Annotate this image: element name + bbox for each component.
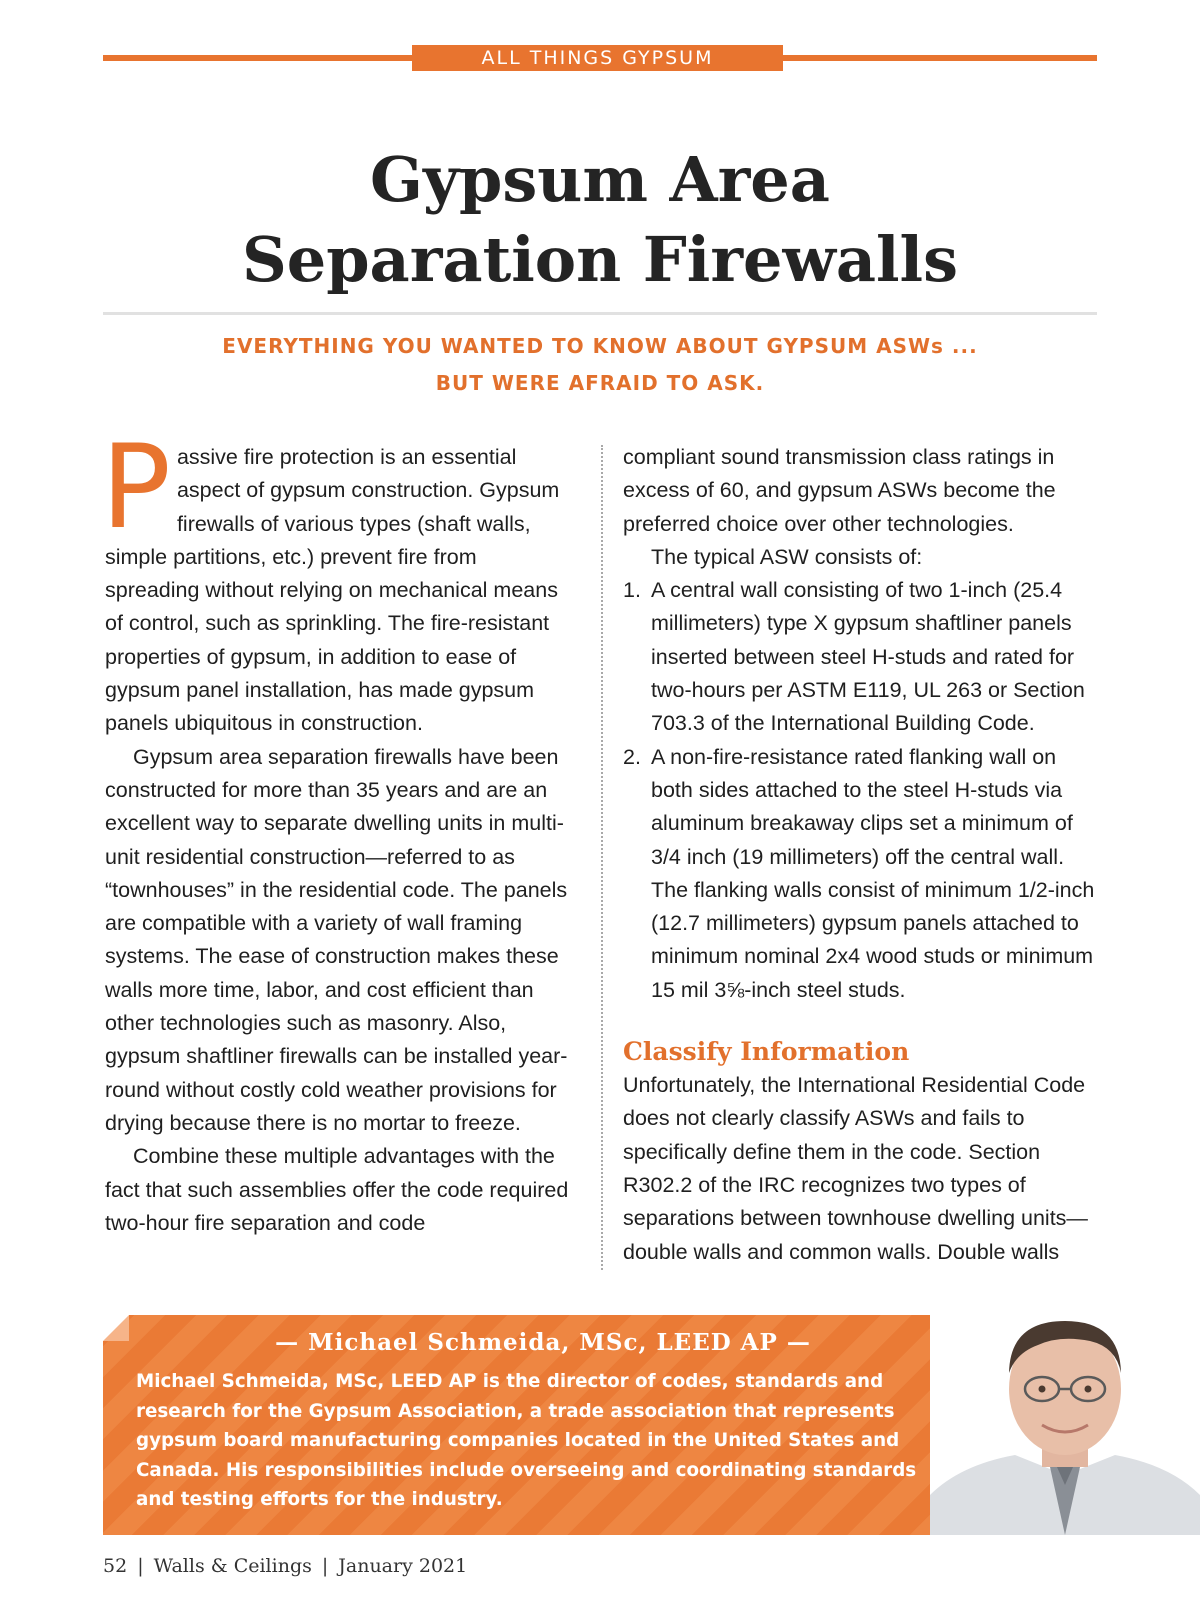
footer-separator: | [137,1555,144,1577]
asw-components-list [623,574,1099,1007]
body-column-left [101,420,575,1240]
list-item-number: 1. [623,578,641,603]
list-item-number: 2. [623,744,641,769]
deck-line-1: EVERYTHING YOU WANTED TO KNOW ABOUT GYPSUM ASWs ... [222,334,978,358]
deck-line-2: BUT WERE AFRAID TO ASK. [435,371,765,395]
publication-name: Walls & Ceilings [153,1555,312,1577]
paragraph-2: Gypsum area separation firewalls have been constructed for more than 35 years and are an excellent way to separate dwelling units in multi-unit residential construction—referred to as “townhouses” in the residential code. The panels are compatible with a variety of wall framing systems. The ease of construction makes these walls more time, labor, and cost efficient than other technologies such as masonry. Also, gypsum shaftliner firewalls can be installed year-round without costly cold weather provisions for drying because there is no mortar to freeze. [105,744,568,1135]
body-column-right [623,441,1099,1269]
paragraph-3-part-1: Combine these multiple advantages with the fact that such assemblies offer the code required two-hour fire separation and code [105,1144,569,1235]
page-curl-corner [103,1315,129,1341]
page-number: 52 [103,1555,128,1577]
list-item [623,574,1099,740]
page-footer [103,1555,467,1577]
article-title-line-1: Gypsum Area [370,143,830,216]
paragraph-4: The typical ASW consists of: [651,544,923,569]
subheading: Classify Information [623,1037,910,1067]
section-label: ALL THINGS GYPSUM [412,45,783,71]
drop-cap: P [101,420,171,555]
paragraph-5: Unfortunately, the International Residential Code does not clearly classify ASWs and fails to specifically define them in the code. Section R302.2 of the IRC recognizes two types of separations between townhouse dwelling units—double walls and common walls. Double walls [623,1073,1088,1264]
issue-date: January 2021 [338,1555,468,1577]
article-title [103,140,1097,300]
title-divider [103,312,1097,315]
article-title-line-2: Separation Firewalls [241,223,959,296]
paragraph-1 [101,420,575,741]
list-item [623,741,1099,1007]
author-bio-text: Michael Schmeida, MSc, LEED AP is the director of codes, standards and research for the Gypsum Association, a trade association that represents gypsum board manufacturing companies located in the United States and Canada. His responsibilities include overseeing and coordinating standards and testing efforts for the industry. [136,1371,917,1510]
header-rule-right [780,55,1097,61]
paragraph-3-part-2: compliant sound transmission class ratings in excess of 60, and gypsum ASWs become the preferred choice over other technologies. [623,445,1056,536]
author-name: — Michael Schmeida, MSc, LEED AP — [275,1329,811,1356]
list-item-text: A central wall consisting of two 1-inch (25.4 millimeters) type X gypsum shaftliner panels inserted between steel H-studs and rated for two-hours per ASTM E119, UL 263 or Section 703.3 of the International Building Code. [651,578,1085,736]
column-divider [601,445,603,1270]
paragraph-1-text: assive fire protection is an essential aspect of gypsum construction. Gypsum firewalls of various types (shaft walls, simple partitions, etc.) prevent fire from spreading without relying on mechanical means of control, such as sprinkling. The fire-resistant properties of gypsum, in addition to ease of gypsum panel installation, has made gypsum panels ubiquitous in construction. [105,445,560,736]
header-rule-left [103,55,413,61]
author-photo [930,1307,1200,1535]
list-item-text: A non-fire-resistance rated flanking wall on both sides attached to the steel H-studs via aluminum breakaway clips set a minimum of 3/4 inch (19 millimeters) off the central wall. The flanking walls consist of minimum 1/2-inch (12.7 millimeters) gypsum panels attached to minimum nominal 2x4 wood studs or minimum 15 mil 3⅝-inch steel studs. [651,744,1095,1002]
footer-separator: | [321,1555,329,1577]
article-deck [103,328,1097,402]
